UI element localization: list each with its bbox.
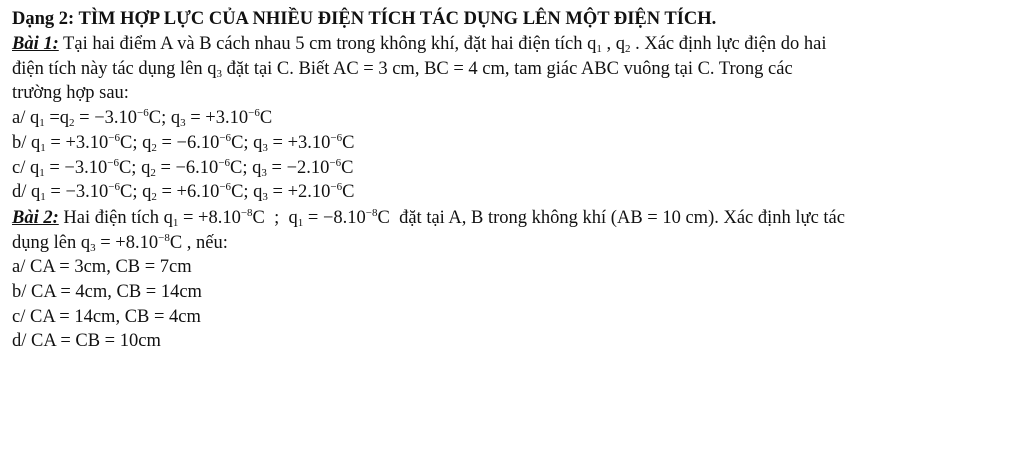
problem1-case-b: b/ $q_1 = +3.10^{-6}C$; $q_2 = -6.10^{-6}C$; $q_3 = +3.10^{-6}C$ (12, 131, 355, 154)
problem1-case-a: a/ $q_1 =q_2 = -3.10^{-6}C$; $q_3 = +3.10^{-6}C$ (12, 107, 273, 130)
problem2-label: Bài 2: (12, 207, 59, 228)
q3-charge: $q_3 = +8.10^{-8}C$ (80, 231, 183, 254)
section-heading: Dạng 2: TÌM HỢP LỰC CỦA NHIỀU ĐIỆN TÍCH TÁC DỤNG LÊN MỘT ĐIỆN TÍCH. (12, 9, 717, 29)
q2-symbol: $q_2$ (615, 34, 631, 55)
problem1-label: Bài 1: (12, 34, 59, 54)
problem2-case-a: a/ CA = 3cm, CB = 7cm (12, 257, 192, 278)
problem2-case-d: d/ CA = CB = 10cm (12, 331, 161, 352)
problem2-case-c: c/ CA = 14cm, CB = 4cm (12, 306, 201, 327)
q1-charge-b: $q_1 = -8.10^{-8}C$ (288, 206, 390, 229)
q1-charge-a: $q_1 = +8.10^{-8}C$ (163, 206, 265, 229)
q3-symbol: $q_3$ (207, 58, 222, 80)
problem1-line1: Bài 1: Tại hai điểm A và B cách nhau 5 cm trong không khí, đặt hai điện tích $q_1$ , $q_2$ . Xác định lực điện do hai (12, 34, 827, 55)
problem1-text-1: Tại hai điểm A và B cách nhau 5 cm trong không khí, đặt hai điện tích (58, 34, 588, 54)
problem1-case-c: c/ $q_1 = -3.10^{-6}C$; $q_2 = -6.10^{-6}C$; $q_3 = -2.10^{-6}C$ (12, 156, 354, 179)
problem1-case-d: d/ $q_1 = -3.10^{-6}C$; $q_2 = +6.10^{-6}C$; $q_3 = +2.10^{-6}C$ (12, 181, 355, 204)
problem2-line1: Bài 2: Hai điện tích $q_1 = +8.10^{-8}C$ ; $q_1 = -8.10^{-8}C$ đặt tại A, B trong không khí (AB = 10 cm). Xác định lực tác (12, 206, 845, 229)
q1-symbol: $q_1$ (587, 34, 602, 55)
problem1-line3: trường hợp sau: (12, 83, 129, 104)
problem2-case-b: b/ CA = 4cm, CB = 14cm (12, 282, 202, 303)
problem1-line2: điện tích này tác dụng lên $q_3$ đặt tại C. Biết AC = 3 cm, BC = 4 cm, tam giác ABC vuông tại C. Trong các (12, 58, 793, 80)
problem2-line2: dụng lên $q_3 = +8.10^{-8}C$ , nếu: (12, 231, 228, 254)
